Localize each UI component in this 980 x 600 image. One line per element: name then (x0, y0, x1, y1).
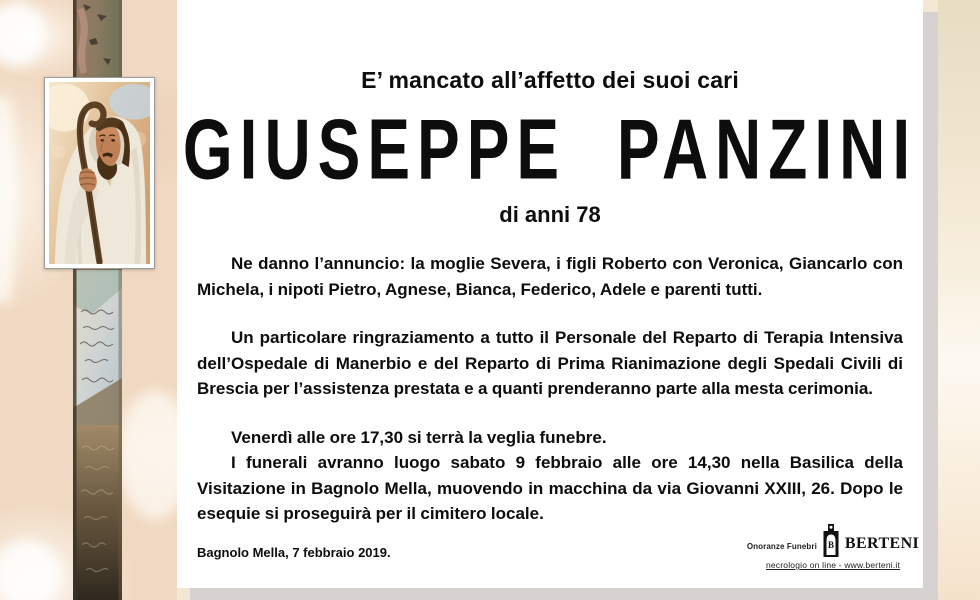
funeral-home-logo (746, 524, 920, 570)
deceased-name-block (182, 100, 918, 198)
funeral-home-logo-row (746, 524, 920, 558)
intro-line: E’ mancato all’affetto dei suoi cari (361, 67, 739, 93)
funeral-home-name: BERTENI (844, 535, 920, 552)
announcement-card (177, 0, 923, 588)
monogram-letter: B (827, 540, 834, 550)
deceased-name: GIUSEPPE PANZINI (182, 100, 918, 198)
website-link[interactable]: necrologio on line - www.berteni.it (765, 560, 901, 570)
holy-card-frame (44, 77, 155, 269)
place-date: Bagnolo Mella, 7 febbraio 2019. (197, 545, 391, 560)
vigil-line: Venerdì alle ore 17,30 si terrà la veglia funebre. (231, 427, 607, 447)
watercolor-splotch (0, 540, 62, 600)
jesus-good-shepherd-image (49, 82, 150, 264)
funeral-home-category-label: Onoranze Funebri (746, 542, 817, 551)
age-line: di anni 78 (499, 202, 601, 227)
right-margin-band (938, 0, 980, 600)
funeral-details-paragraph: I funerali avranno luogo sabato 9 febbraio alle ore 14,30 nella Basilica della Visitazione in Bagnolo Mella, muovendo in macchina da via Giovanni XXIII, 26. Dopo le esequie si proseguirà per il cimitero locale. (197, 453, 903, 523)
sidebar-art (0, 0, 177, 600)
berteni-monument-icon (821, 524, 841, 558)
watercolor-splotch (0, 2, 46, 66)
thanks-paragraph: Un particolare ringraziamento a tutto il Personale del Reparto di Terapia Intensiva dell’Ospedale di Manerbio e del Reparto di Prima Rianimazione degli Spedali Civili di Brescia per l’assistenza prestata e a quanti prenderanno parte alla mesta cerimonia. (197, 328, 903, 398)
watercolor-splotch (0, 95, 16, 305)
family-announcement-paragraph: Ne danno l’annuncio: la moglie Severa, i figli Roberto con Veronica, Giancarlo con Michela, i nipoti Pietro, Agnese, Bianca, Federico, Adele e parenti tutti. (197, 254, 903, 299)
